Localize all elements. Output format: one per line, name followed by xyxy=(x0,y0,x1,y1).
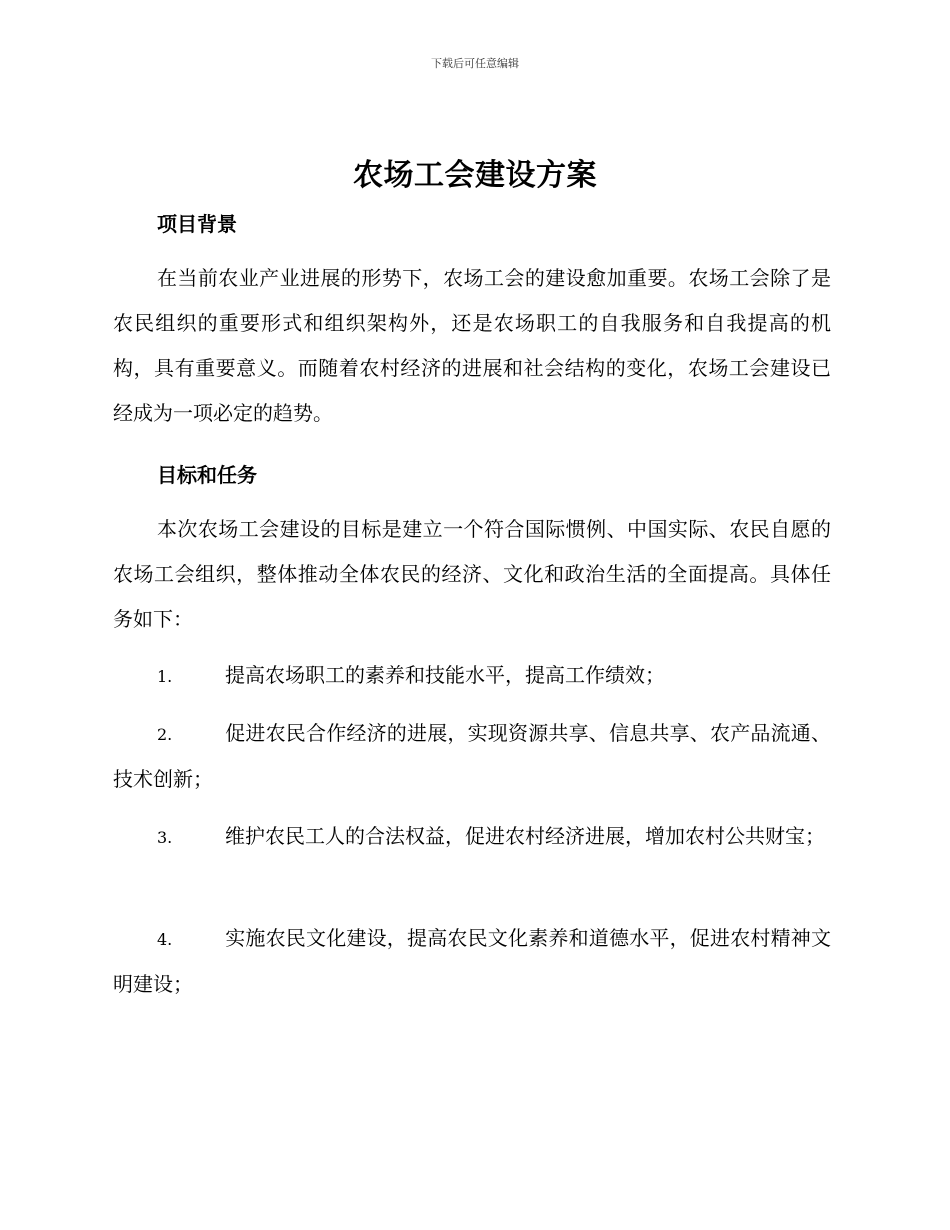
task-list-item xyxy=(113,916,831,1007)
task-list-item xyxy=(113,711,831,802)
section-heading-background: 项目背景 xyxy=(157,212,237,236)
section-heading-goals: 目标和任务 xyxy=(157,463,257,487)
task-number: 3. xyxy=(157,828,173,847)
task-text: 实施农民文化建设，提高农民文化素养和道德水平，促进农村精神文明建设； xyxy=(113,926,831,996)
task-text: 提高农场职工的素养和技能水平，提高工作绩效； xyxy=(225,663,665,687)
task-number: 1. xyxy=(157,667,173,686)
document-title: 农场工会建设方案 xyxy=(353,158,597,193)
task-text: 促进农民合作经济的进展，实现资源共享、信息共享、农产品流通、技术创新； xyxy=(113,721,831,791)
section-paragraph-background: 在当前农业产业进展的形势下，农场工会的建设愈加重要。农场工会除了是农民组织的重要形式和组织架构外，还是农场职工的自我服务和自我提高的机构，具有重要意义。而随着农村经济的进展和社会结构的变化，农场工会建设已经成为一项必定的趋势。 xyxy=(113,266,831,425)
task-text: 维护农民工人的合法权益，促进农村经济进展，增加农村公共财宝； xyxy=(225,824,825,848)
task-list-item xyxy=(113,814,831,860)
task-number: 4. xyxy=(157,930,173,949)
section-paragraph-goals: 本次农场工会建设的目标是建立一个符合国际惯例、中国实际、农民自愿的农场工会组织，整体推动全体农民的经济、文化和政治生活的全面提高。具体任务如下： xyxy=(113,517,831,631)
page-header-note: 下载后可任意编辑 xyxy=(431,57,519,70)
task-number: 2. xyxy=(157,725,173,744)
task-list-item xyxy=(113,653,831,699)
